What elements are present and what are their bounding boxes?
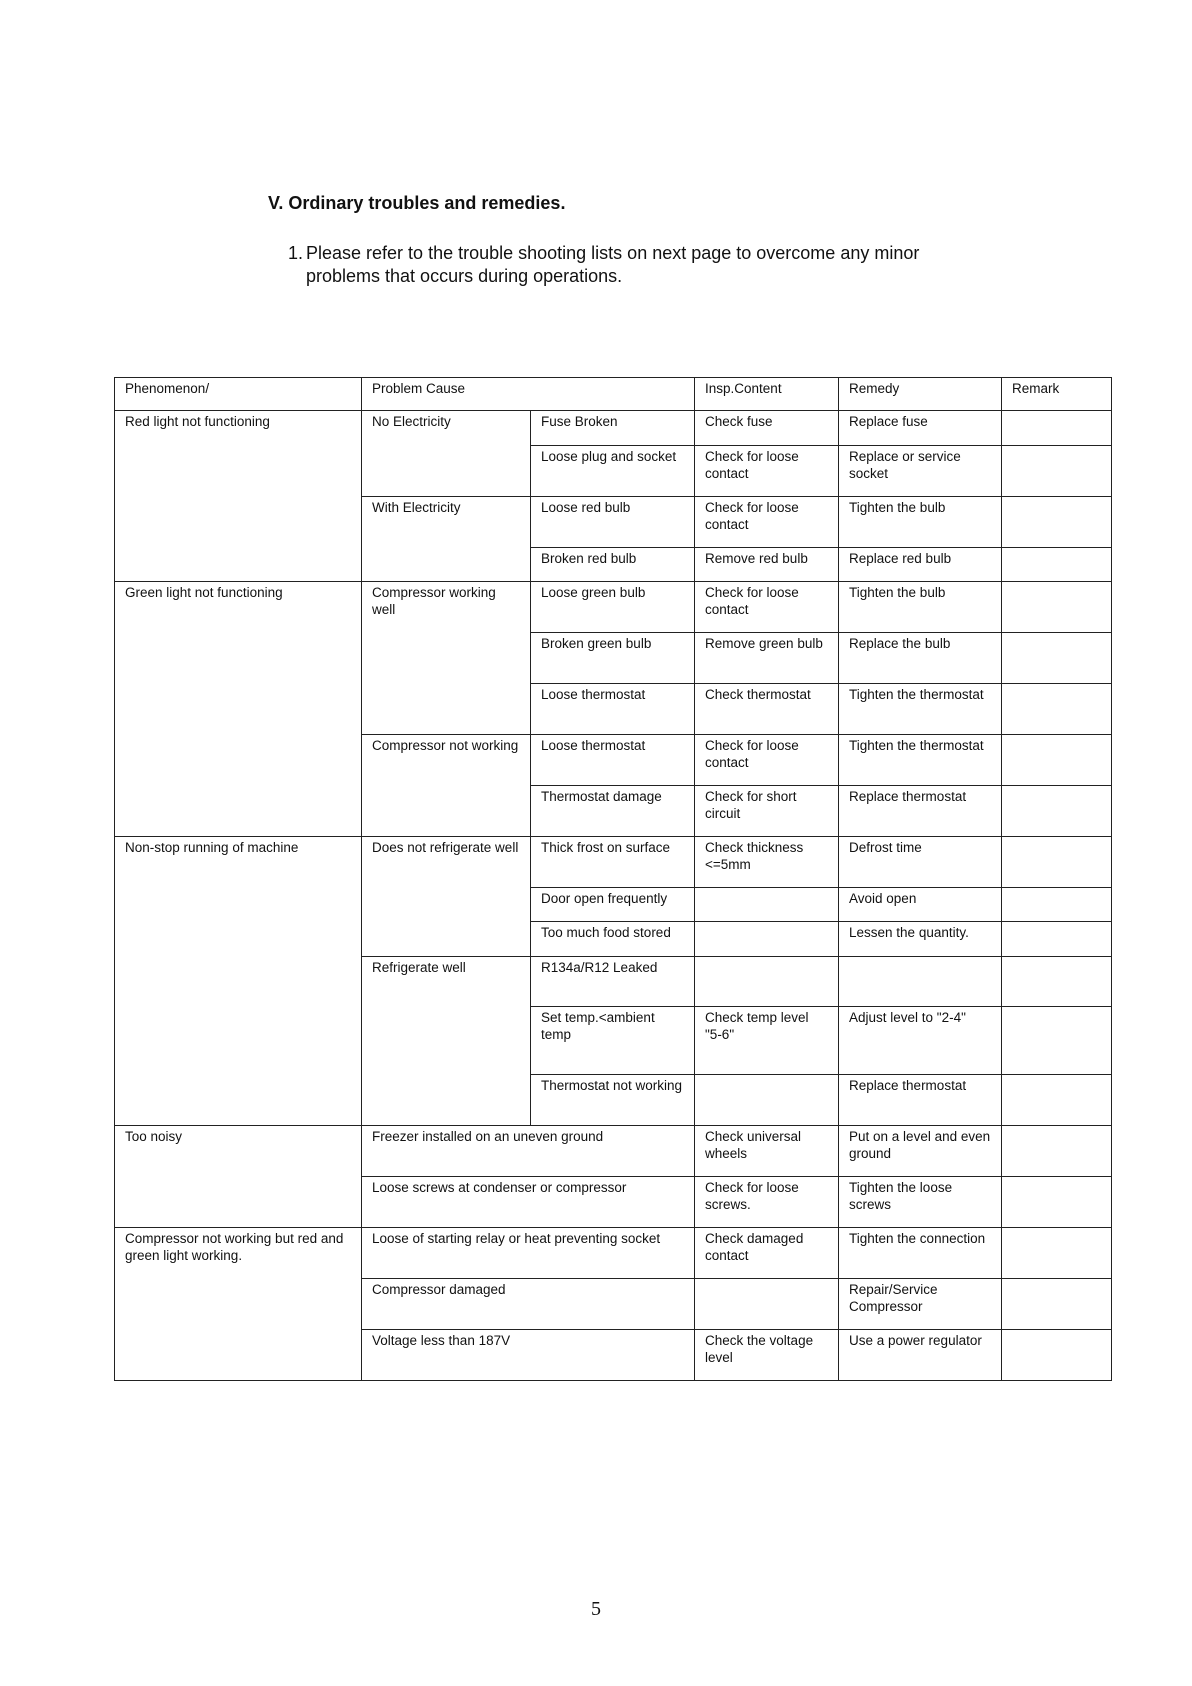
detail-cell: Broken green bulb (531, 633, 695, 684)
cause-cell: Does not refrigerate well (362, 837, 531, 957)
remedy-cell: Avoid open (839, 888, 1002, 922)
insp-cell: Check temp level "5-6" (695, 1007, 839, 1075)
insp-cell: Check for loose contact (695, 582, 839, 633)
remark-cell (1002, 786, 1112, 837)
remedy-cell: Tighten the thermostat (839, 735, 1002, 786)
detail-cell: Loose thermostat (531, 684, 695, 735)
phenomenon-cell: Red light not functioning (115, 411, 362, 582)
remedy-cell: Replace red bulb (839, 548, 1002, 582)
cause-cell: Compressor working well (362, 582, 531, 735)
detail-cell: Fuse Broken (531, 411, 695, 446)
insp-cell: Check universal wheels (695, 1126, 839, 1177)
remedy-cell: Tighten the bulb (839, 582, 1002, 633)
table-row (115, 837, 1112, 888)
remark-cell (1002, 411, 1112, 446)
header-insp-content: Insp.Content (695, 378, 839, 411)
remark-cell (1002, 582, 1112, 633)
remark-cell (1002, 548, 1112, 582)
cause-cell: Loose of starting relay or heat preventing socket (362, 1228, 695, 1279)
detail-cell: Broken red bulb (531, 548, 695, 582)
detail-cell: Thick frost on surface (531, 837, 695, 888)
header-problem-cause: Problem Cause (362, 378, 695, 411)
cause-cell: Loose screws at condenser or compressor (362, 1177, 695, 1228)
remark-cell (1002, 1330, 1112, 1381)
troubleshooting-table (114, 377, 1112, 1381)
insp-cell: Check the voltage level (695, 1330, 839, 1381)
table-row (115, 1228, 1112, 1279)
phenomenon-cell: Too noisy (115, 1126, 362, 1228)
detail-cell: Too much food stored (531, 922, 695, 957)
cause-cell: With Electricity (362, 497, 531, 582)
section-title: V. Ordinary troubles and remedies. (268, 193, 566, 213)
cause-cell: Compressor damaged (362, 1279, 695, 1330)
remedy-cell: Tighten the bulb (839, 497, 1002, 548)
remark-cell (1002, 633, 1112, 684)
insp-cell: Check thermostat (695, 684, 839, 735)
remark-cell (1002, 446, 1112, 497)
remedy-cell: Replace fuse (839, 411, 1002, 446)
remark-cell (1002, 1177, 1112, 1228)
detail-cell: R134a/R12 Leaked (531, 957, 695, 1007)
remark-cell (1002, 1228, 1112, 1279)
insp-cell (695, 1279, 839, 1330)
insp-cell: Remove green bulb (695, 633, 839, 684)
remark-cell (1002, 735, 1112, 786)
remedy-cell: Adjust level to "2-4" (839, 1007, 1002, 1075)
remark-cell (1002, 1126, 1112, 1177)
detail-cell: Loose green bulb (531, 582, 695, 633)
insp-cell (695, 1075, 839, 1126)
intro-line-1: Please refer to the trouble shooting lists on next page to overcome any minor (306, 243, 920, 263)
remedy-cell: Repair/Service Compressor (839, 1279, 1002, 1330)
insp-cell: Check for loose contact (695, 446, 839, 497)
remedy-cell: Defrost time (839, 837, 1002, 888)
insp-cell: Check for loose contact (695, 497, 839, 548)
remedy-cell: Replace thermostat (839, 1075, 1002, 1126)
remark-cell (1002, 1075, 1112, 1126)
remark-cell (1002, 957, 1112, 1007)
cause-cell: Refrigerate well (362, 957, 531, 1126)
detail-cell: Door open frequently (531, 888, 695, 922)
intro-number: 1. (288, 243, 304, 263)
remark-cell (1002, 922, 1112, 957)
phenomenon-cell: Compressor not working but red and green light working. (115, 1228, 362, 1381)
remark-cell (1002, 837, 1112, 888)
insp-cell (695, 888, 839, 922)
remedy-cell: Replace thermostat (839, 786, 1002, 837)
detail-cell: Thermostat damage (531, 786, 695, 837)
remedy-cell (839, 957, 1002, 1007)
table-header-row (115, 378, 1112, 411)
detail-cell: Loose red bulb (531, 497, 695, 548)
remedy-cell: Replace the bulb (839, 633, 1002, 684)
detail-cell: Thermostat not working (531, 1075, 695, 1126)
page-number: 5 (591, 1598, 601, 1620)
remark-cell (1002, 1279, 1112, 1330)
remedy-cell: Put on a level and even ground (839, 1126, 1002, 1177)
cause-cell: Freezer installed on an uneven ground (362, 1126, 695, 1177)
insp-cell: Remove red bulb (695, 548, 839, 582)
header-phenomenon: Phenomenon/ (115, 378, 362, 411)
remedy-cell: Tighten the thermostat (839, 684, 1002, 735)
table-row (115, 582, 1112, 633)
insp-cell: Check damaged contact (695, 1228, 839, 1279)
insp-cell: Check for loose contact (695, 735, 839, 786)
cause-cell: Compressor not working (362, 735, 531, 837)
detail-cell: Loose plug and socket (531, 446, 695, 497)
remedy-cell: Replace or service socket (839, 446, 1002, 497)
cause-cell: Voltage less than 187V (362, 1330, 695, 1381)
insp-cell (695, 957, 839, 1007)
detail-cell: Set temp.<ambient temp (531, 1007, 695, 1075)
remark-cell (1002, 888, 1112, 922)
remedy-cell: Use a power regulator (839, 1330, 1002, 1381)
intro-paragraph (288, 242, 1028, 288)
remedy-cell: Tighten the loose screws (839, 1177, 1002, 1228)
remedy-cell: Lessen the quantity. (839, 922, 1002, 957)
remark-cell (1002, 497, 1112, 548)
table-row (115, 1126, 1112, 1177)
remark-cell (1002, 684, 1112, 735)
insp-cell: Check fuse (695, 411, 839, 446)
remedy-cell: Tighten the connection (839, 1228, 1002, 1279)
table-row (115, 411, 1112, 446)
header-remark: Remark (1002, 378, 1112, 411)
insp-cell: Check thickness <=5mm (695, 837, 839, 888)
insp-cell: Check for loose screws. (695, 1177, 839, 1228)
phenomenon-cell: Non-stop running of machine (115, 837, 362, 1126)
cause-cell: No Electricity (362, 411, 531, 497)
detail-cell: Loose thermostat (531, 735, 695, 786)
insp-cell (695, 922, 839, 957)
insp-cell: Check for short circuit (695, 786, 839, 837)
header-remedy: Remedy (839, 378, 1002, 411)
remark-cell (1002, 1007, 1112, 1075)
phenomenon-cell: Green light not functioning (115, 582, 362, 837)
intro-line-2: problems that occurs during operations. (306, 266, 623, 286)
